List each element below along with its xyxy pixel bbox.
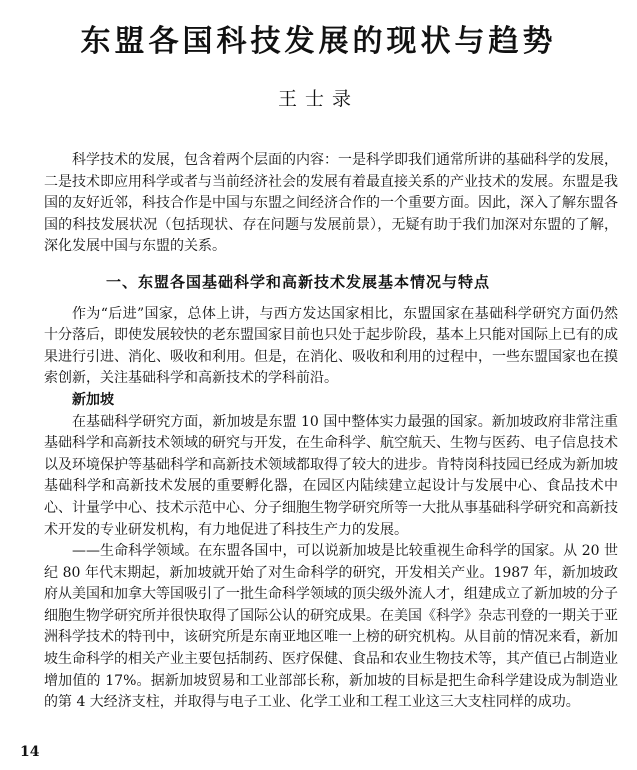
article-author: 王士录 [277, 88, 359, 110]
page-number: 14 [20, 744, 40, 760]
intro-paragraph: 科学技术的发展，包含着两个层面的内容：一是科学即我们通常所讲的基础科学的发展，二是技术即应用科学或者与当前经济社会的发展有着最直接关系的产业技术的发展。东盟是我国的友好近邻，科技合作是中国与东盟之间经济合作的一个重要方面。因此，深入了解东盟各国的科技发展状况（包括现状、存在问题与发展前景），无疑有助于我们加深对东盟的了解，深化发展中国与东盟的关系。 [44, 152, 618, 255]
article-title: 东盟各国科技发展的现状与趋势 [80, 24, 557, 59]
section1-paragraph: 作为“后进”国家，总体上讲，与西方发达国家相比，东盟国家在基础科学研究方面仍然十分落后，即使发展较快的老东盟国家目前也只处于起步阶段，基本上只能对国际上已有的成果进行引进、消化、吸收和利用。但是，在消化、吸收和利用的过程中，一些东盟国家也在摸索创新，关注基础科学和高新技术的学科前沿。 [44, 305, 618, 387]
article-body [44, 150, 618, 714]
singapore-paragraph-1: 在基础科学研究方面，新加坡是东盟 10 国中整体实力最强的国家。新加坡政府非常注重基础科学和高新技术领域的研究与开发，在生命科学、航空航天、生物与医药、电子信息技术以及环境保护等基础科学和高新技术领域都取得了较大的进步。肯特岗科技园已经成为新加坡基础科学和高新技术发展的重要孵化器，在园区内陆续建立起设计与发展中心、食品技术中心、计量学中心、技术示范中心、分子细胞生物学研究所等一大批从事基础科学研究和高新技术开发的专业研发机构，有力地促进了科技生产力的发展。 [44, 413, 618, 538]
singapore-paragraph-2: ——生命科学领域。在东盟各国中，可以说新加坡是比较重视生命科学的国家。从 20 世纪 80 年代末期起，新加坡就开始了对生命科学的研究，开发相关产业。1987 年，新加坡政府从美国和加拿大等国吸引了一批生命科学领域的顶尖级外流人才，组建成立了新加坡的分子细胞生物学研究所并很快取得了国际公认的研究成果。在美国《科学》杂志刊登的一期关于亚洲科学技术的特刊中，该研究所是东南亚地区唯一上榜的研究机构。从目前的情况来看，新加坡生命科学的相关产业主要包括制药、医疗保健、食品和农业生物技术等，其产值已占制造业增加值的 17%。据新加坡贸易和工业部部长称，新加坡的目标是把生命科学建设成为制造业的第 4 大经济支柱，并取得与电子工业、化学工业和工程工业这三大支柱同样的成功。 [44, 543, 618, 711]
section-heading: 一、东盟各国基础科学和高新技术发展基本情况与特点 [106, 272, 491, 291]
singapore-subheading: 新加坡 [72, 391, 114, 408]
